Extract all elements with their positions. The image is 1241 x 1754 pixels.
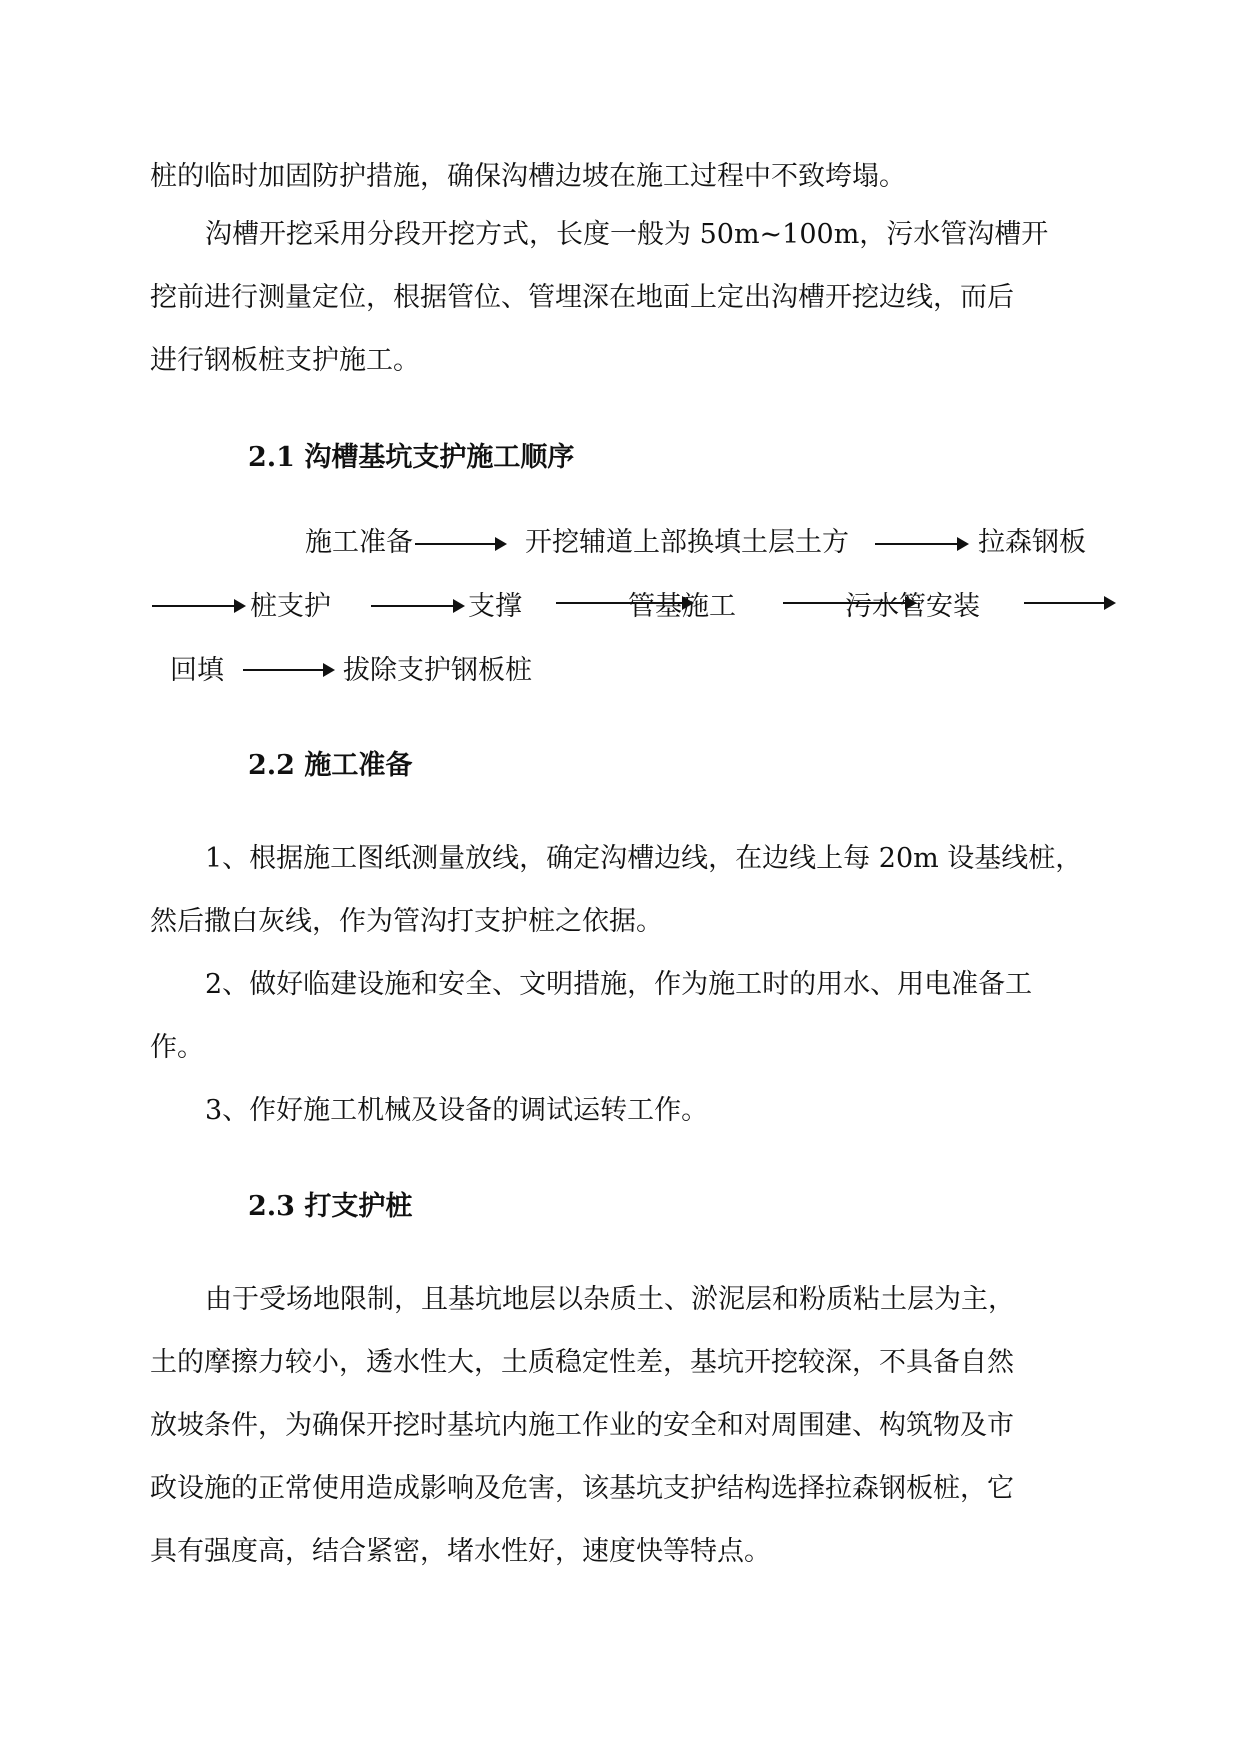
prep-item-2-line-2: 作。	[150, 1032, 204, 1063]
flow-step-4: 支撑	[468, 591, 522, 622]
flow-arrow-4	[371, 605, 463, 607]
section-2-3-heading: 2.3 打支护桩	[248, 1191, 413, 1222]
flow-arrow-2	[875, 543, 967, 545]
pile-para-line-5: 具有强度高，结合紧密，堵水性好，速度快等特点。	[150, 1536, 771, 1567]
flow-step-5: 管基施工	[628, 591, 736, 622]
pile-para-line-4: 政设施的正常使用造成影响及危害，该基坑支护结构选择拉森钢板桩，它	[150, 1473, 1014, 1504]
flow-step-7: 回填	[170, 655, 224, 686]
flow-step-3-part-1: 拉森钢板	[978, 527, 1086, 558]
pile-para-line-3: 放坡条件，为确保开挖时基坑内施工作业的安全和对周围建、构筑物及市	[150, 1410, 1014, 1441]
prep-item-2-line-1: 2、做好临建设施和安全、文明措施，作为施工时的用水、用电准备工	[205, 969, 1033, 1000]
prep-item-1-line-1: 1、根据施工图纸测量放线，确定沟槽边线，在边线上每 20m 设基线桩，	[205, 843, 1083, 874]
intro-para2-line-3: 进行钢板桩支护施工。	[150, 345, 420, 376]
flow-arrow-8	[243, 669, 333, 671]
flow-arrow-7	[1024, 602, 1114, 604]
pile-para-line-2: 土的摩擦力较小，透水性大，土质稳定性差，基坑开挖较深，不具备自然	[150, 1347, 1014, 1378]
intro-para2-line-2: 挖前进行测量定位，根据管位、管埋深在地面上定出沟槽开挖边线，而后	[150, 282, 1014, 313]
prep-item-1-line-2: 然后撒白灰线，作为管沟打支护桩之依据。	[150, 906, 663, 937]
pile-para-line-1: 由于受场地限制，且基坑地层以杂质土、淤泥层和粉质粘土层为主，	[205, 1284, 1015, 1315]
flow-arrow-3	[152, 605, 244, 607]
flow-step-1: 施工准备	[305, 527, 413, 558]
flow-step-8: 拔除支护钢板桩	[343, 655, 532, 686]
intro-line-1: 桩的临时加固防护措施，确保沟槽边坡在施工过程中不致垮塌。	[150, 161, 906, 192]
flow-step-6: 污水管安装	[845, 591, 980, 622]
flow-arrow-1	[415, 543, 505, 545]
section-2-2-heading: 2.2 施工准备	[248, 750, 413, 781]
flow-step-3-part-2: 桩支护	[250, 591, 331, 622]
flow-step-2: 开挖辅道上部换填土层土方	[525, 527, 849, 558]
section-2-1-heading: 2.1 沟槽基坑支护施工顺序	[248, 442, 575, 473]
intro-para2-line-1: 沟槽开挖采用分段开挖方式，长度一般为 50m~100m，污水管沟槽开	[205, 219, 1049, 250]
prep-item-3: 3、作好施工机械及设备的调试运转工作。	[205, 1095, 709, 1126]
